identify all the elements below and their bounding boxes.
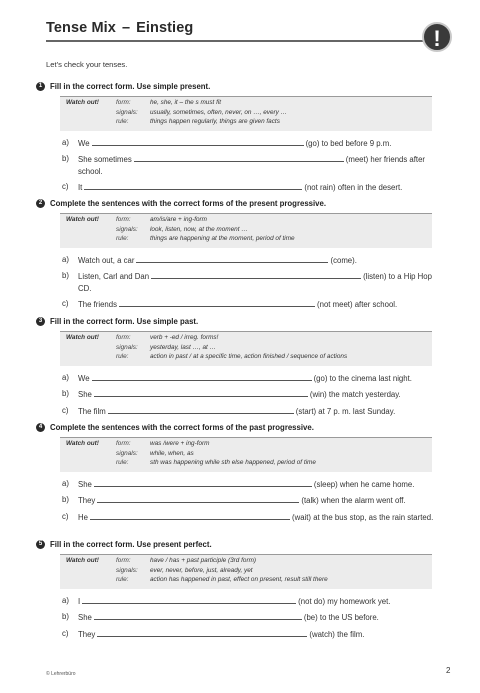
box-key: rule: [116,235,129,242]
item-text-after: (start) at 7 p. m. last Sunday. [295,406,396,416]
section-heading [36,199,456,211]
item-text-after: (win) the match yesterday. [309,390,401,399]
section-heading [36,82,456,94]
watch-out-box [60,554,432,589]
box-key: signals: [116,343,138,351]
item-label: b) [62,389,69,398]
exercise-list [62,372,456,418]
item-text-before: We [78,373,90,383]
section-5 [36,540,456,644]
exercise-item [62,372,438,385]
box-value: action has happened in past, effect on present, result still there [150,576,328,583]
item-text-before: The film [78,406,106,416]
box-key: signals: [116,449,138,457]
answer-blank[interactable] [134,153,344,162]
box-key: signals: [116,225,138,233]
item-text-before: I [78,596,81,606]
box-key: form: [116,216,131,223]
section-2 [36,199,456,315]
box-key: rule: [116,353,129,360]
box-value: ever, never, before, just, already, yet [150,566,253,574]
section-number-badge: 3 [36,317,45,326]
box-value: action in past / at a specific time, action finished / sequence of actions [150,353,348,360]
exercise-item [62,254,438,267]
answer-blank[interactable] [94,478,312,487]
section-instruction: Fill in the correct form. Use simple present. [50,82,211,91]
section-instruction: Fill in the correct form. Use simple past. [50,317,199,326]
exercise-item [62,595,438,608]
exercise-item [62,611,438,624]
item-text-before: Watch out, a car [78,255,135,265]
watch-out-box [60,437,432,472]
intro-text: Let’s check your tenses. [46,60,128,69]
section-heading [36,317,456,329]
answer-blank[interactable] [84,181,302,190]
answer-blank[interactable] [92,137,304,146]
exercise-item [62,478,438,491]
header-rule [46,40,428,42]
exercise-item [62,270,438,294]
item-label: b) [62,495,69,504]
answer-blank[interactable] [119,298,315,307]
box-value: look, listen, now, at the moment … [150,225,248,233]
box-key: rule: [116,459,129,466]
box-value: am/is/are + ing-form [150,216,208,223]
item-label: a) [62,478,69,488]
answer-blank[interactable] [82,595,296,604]
exercise-item [62,181,438,194]
section-number-badge: 5 [36,540,45,549]
box-value: sth was happening while sth else happened, period of time [150,459,316,466]
exercise-item [62,628,438,641]
exercise-list [62,595,456,641]
box-key: rule: [116,576,129,583]
item-label: b) [62,154,69,163]
answer-blank[interactable] [136,254,328,263]
item-label: b) [62,612,69,621]
section-number-badge: 2 [36,199,45,208]
item-text-before: She [78,390,92,399]
exercise-list [62,254,456,311]
watch-out-box [60,213,432,248]
box-value: have / has + past participle (3rd form) [150,557,257,564]
watch-out-label: Watch out! [66,557,99,564]
item-text-before: Listen, Carl and Dan [78,272,150,281]
item-text-before: She sometimes [78,155,132,164]
item-label: b) [62,271,69,280]
answer-blank[interactable] [90,511,290,520]
box-value: yesterday, last …, at … [150,343,216,351]
item-text-before: They [78,496,96,505]
box-key: signals: [116,566,138,574]
title-sub: Einstieg [136,20,194,36]
box-key: form: [116,99,131,106]
section-instruction: Fill in the correct form. Use present perfect. [50,540,212,549]
item-text-after: (watch) the film. [309,629,365,639]
exercise-list [62,137,456,194]
answer-blank[interactable] [108,405,294,414]
answer-blank[interactable] [94,611,302,620]
item-text-after: (be) to the US before. [303,613,379,622]
section-4 [36,423,456,527]
section-1 [36,82,456,198]
answer-blank[interactable] [97,494,299,503]
item-text-before: She [78,479,92,489]
item-text-after: (go) to the cinema last night. [313,373,412,383]
box-key: signals: [116,108,138,116]
section-instruction: Complete the sentences with the correct forms of the past progressive. [50,423,314,432]
watch-out-box [60,331,432,366]
item-label: c) [62,299,69,308]
item-label: c) [62,405,69,415]
box-value: verb + -ed / irreg. forms! [150,334,219,341]
box-key: form: [116,440,131,447]
box-value: things are happening at the moment, period of time [150,235,295,242]
watch-out-box [60,96,432,131]
watch-out-label: Watch out! [66,99,99,106]
item-text-after: (not do) my homework yet. [298,596,391,606]
exercise-item [62,494,438,507]
title-main: Tense Mix [46,20,116,36]
item-text-before: They [78,629,96,639]
item-label: a) [62,254,69,264]
box-value: was /were + ing-form [150,440,210,447]
page-header [46,18,456,42]
exercise-item [62,511,438,524]
item-text-after: (not rain) often in the desert. [304,183,403,192]
box-value: he, she, it – the s must fit [150,99,222,106]
answer-blank[interactable] [92,372,312,381]
watch-out-label: Watch out! [66,334,99,341]
title-dash: – [121,20,131,36]
item-text-after: (not meet) after school. [317,300,398,309]
section-3 [36,317,456,421]
item-text-after: (come). [330,255,357,265]
item-label: a) [62,595,69,605]
box-key: form: [116,334,131,341]
box-value: while, when, as [150,449,194,457]
item-text-after: (talk) when the alarm went off. [301,496,406,505]
section-number-badge: 1 [36,82,45,91]
section-heading [36,540,456,552]
item-label: a) [62,372,69,382]
section-number-badge: 4 [36,423,45,432]
exercise-item [62,405,438,418]
item-text-after: (meet) her friends after school. [78,155,426,176]
exercise-list [62,478,456,524]
item-text-after: (sleep) when he came home. [313,479,415,489]
exercise-item [62,388,438,401]
box-value: things happen regularly, things are given facts [150,118,280,125]
exclamation-icon: ! [422,22,452,52]
item-text-before: He [78,512,88,522]
watch-out-label: Watch out! [66,440,99,447]
page-number: 2 [446,666,451,675]
answer-blank[interactable] [97,628,307,637]
item-text-before: She [78,613,92,622]
watch-out-label: Watch out! [66,216,99,223]
exercise-item [62,137,438,150]
box-key: rule: [116,118,129,125]
item-label: c) [62,182,69,191]
section-instruction: Complete the sentences with the correct forms of the present progressive. [50,199,326,208]
exercise-item [62,298,438,311]
answer-blank[interactable] [151,270,361,279]
footer-copyright: © Lehrerbüro [46,671,76,677]
item-text-before: It [78,183,83,192]
item-text-before: The friends [78,300,118,309]
item-label: c) [62,511,69,521]
item-text-before: We [78,138,90,148]
item-text-after: (listen) to a Hip Hop CD. [78,272,432,293]
item-label: c) [62,628,69,638]
page-title [46,20,193,36]
answer-blank[interactable] [94,388,308,397]
box-value: usually, sometimes, often, never, on …, every … [150,108,287,116]
section-heading [36,423,456,435]
box-key: form: [116,557,131,564]
exercise-item [62,153,438,177]
item-label: a) [62,137,69,147]
item-text-after: (wait) at the bus stop, as the rain started. [291,512,434,522]
item-text-after: (go) to bed before 9 p.m. [305,138,392,148]
